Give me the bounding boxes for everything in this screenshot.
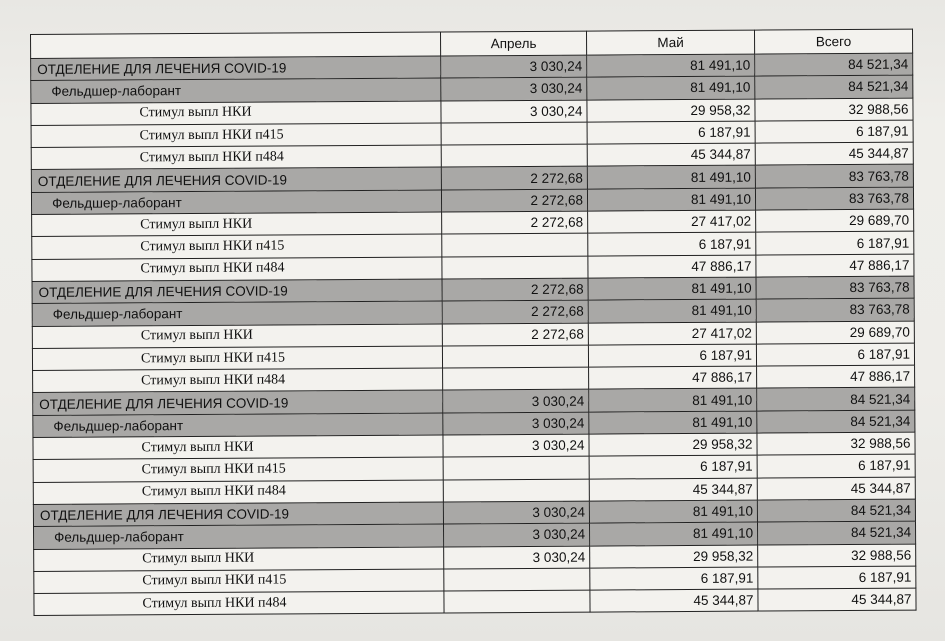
cell-name: ОТДЕЛЕНИЕ ДЛЯ ЛЕЧЕНИЯ COVID-19 — [32, 279, 442, 304]
cell-april: 2 272,68 — [442, 323, 588, 346]
cell-total: 6 187,91 — [757, 454, 915, 477]
cell-april: 3 030,24 — [444, 546, 590, 569]
cell-total: 84 521,34 — [755, 75, 913, 98]
cell-name: Стимул выпл НКИ п484 — [34, 591, 444, 616]
cell-may: 47 886,17 — [588, 255, 756, 278]
cell-april — [442, 256, 588, 279]
cell-total: 29 689,70 — [756, 209, 914, 232]
cell-may: 81 491,10 — [588, 277, 756, 300]
cell-may: 81 491,10 — [588, 299, 756, 322]
cell-may: 81 491,10 — [589, 500, 757, 523]
cell-may: 81 491,10 — [589, 389, 757, 412]
cell-april: 3 030,24 — [443, 412, 589, 435]
cell-total: 83 763,78 — [755, 165, 913, 188]
cell-april: 3 030,24 — [441, 100, 587, 123]
cell-total: 47 886,17 — [756, 254, 914, 277]
cell-total: 83 763,78 — [756, 276, 914, 299]
cell-total: 83 763,78 — [756, 298, 914, 321]
cell-april: 3 030,24 — [441, 55, 587, 78]
cell-name: Стимул выпл НКИ п415 — [32, 346, 442, 371]
cell-may: 81 491,10 — [589, 522, 757, 545]
payment-table-wrapper — [30, 29, 916, 617]
cell-april: 2 272,68 — [441, 189, 587, 212]
cell-may: 45 344,87 — [590, 589, 758, 612]
cell-may: 45 344,87 — [589, 478, 757, 501]
cell-april — [441, 144, 587, 167]
cell-name: Стимул выпл НКИ — [32, 212, 442, 237]
cell-april — [444, 590, 590, 613]
cell-april: 3 030,24 — [443, 390, 589, 413]
cell-total: 32 988,56 — [757, 432, 915, 455]
cell-total: 84 521,34 — [757, 388, 915, 411]
cell-may: 81 491,10 — [587, 54, 755, 77]
cell-april: 2 272,68 — [442, 278, 588, 301]
cell-may: 27 417,02 — [588, 322, 756, 345]
cell-name: ОТДЕЛЕНИЕ ДЛЯ ЛЕЧЕНИЯ COVID-19 — [33, 390, 443, 415]
cell-name: ОТДЕЛЕНИЕ ДЛЯ ЛЕЧЕНИЯ COVID-19 — [31, 167, 441, 192]
cell-april — [441, 122, 587, 145]
cell-april — [442, 345, 588, 368]
cell-total: 32 988,56 — [758, 544, 916, 567]
cell-may: 29 958,32 — [587, 99, 755, 122]
cell-name: Фельдшер-лаборант — [31, 190, 441, 215]
cell-name: Фельдшер-лаборант — [34, 524, 444, 549]
cell-may: 81 491,10 — [587, 166, 755, 189]
cell-may: 81 491,10 — [589, 411, 757, 434]
cell-total: 45 344,87 — [758, 588, 916, 611]
cell-name: Стимул выпл НКИ п415 — [33, 457, 443, 482]
cell-april: 2 272,68 — [442, 211, 588, 234]
cell-april — [443, 456, 589, 479]
cell-may: 6 187,91 — [588, 232, 756, 255]
cell-april: 2 272,68 — [442, 300, 588, 323]
cell-name: Стимул выпл НКИ п484 — [31, 145, 441, 170]
cell-total: 83 763,78 — [755, 187, 913, 210]
cell-may: 45 344,87 — [587, 143, 755, 166]
cell-may: 29 958,32 — [589, 433, 757, 456]
cell-may: 6 187,91 — [589, 455, 757, 478]
cell-name: Стимул выпл НКИ — [33, 435, 443, 460]
cell-name: Стимул выпл НКИ п484 — [32, 257, 442, 282]
cell-april: 3 030,24 — [443, 434, 589, 457]
cell-april: 3 030,24 — [443, 501, 589, 524]
cell-name: Фельдшер-лаборант — [31, 78, 441, 103]
cell-total: 32 988,56 — [755, 98, 913, 121]
cell-total: 29 689,70 — [756, 321, 914, 344]
cell-april — [444, 568, 590, 591]
header-april: Апрель — [440, 31, 586, 56]
cell-name: Стимул выпл НКИ п415 — [34, 569, 444, 594]
cell-name: ОТДЕЛЕНИЕ ДЛЯ ЛЕЧЕНИЯ COVID-19 — [31, 56, 441, 81]
cell-total: 84 521,34 — [757, 410, 915, 433]
header-may: Май — [586, 30, 754, 55]
cell-april: 3 030,24 — [441, 77, 587, 100]
cell-name: Стимул выпл НКИ п415 — [32, 234, 442, 259]
cell-name: Стимул выпл НКИ п484 — [33, 480, 443, 505]
cell-total: 45 344,87 — [755, 142, 913, 165]
cell-april — [443, 479, 589, 502]
table-body — [31, 53, 916, 616]
cell-april: 3 030,24 — [444, 523, 590, 546]
header-total: Всего — [754, 29, 912, 54]
cell-total: 45 344,87 — [757, 477, 915, 500]
cell-may: 6 187,91 — [587, 121, 755, 144]
cell-name: Стимул выпл НКИ — [34, 547, 444, 572]
cell-total: 6 187,91 — [756, 231, 914, 254]
cell-name: Стимул выпл НКИ — [31, 101, 441, 126]
cell-may: 81 491,10 — [587, 76, 755, 99]
cell-april — [443, 367, 589, 390]
cell-name: Фельдшер-лаборант — [32, 301, 442, 326]
cell-name: ОТДЕЛЕНИЕ ДЛЯ ЛЕЧЕНИЯ COVID-19 — [33, 502, 443, 527]
cell-april: 2 272,68 — [441, 167, 587, 190]
cell-may: 47 886,17 — [589, 366, 757, 389]
cell-total: 6 187,91 — [758, 566, 916, 589]
cell-name: Стимул выпл НКИ п415 — [31, 123, 441, 148]
cell-may: 27 417,02 — [588, 210, 756, 233]
cell-april — [442, 233, 588, 256]
cell-total: 6 187,91 — [755, 120, 913, 143]
cell-total: 6 187,91 — [756, 343, 914, 366]
cell-may: 81 491,10 — [587, 188, 755, 211]
cell-name: Стимул выпл НКИ п484 — [33, 368, 443, 393]
table-row — [34, 588, 916, 616]
cell-may: 6 187,91 — [588, 344, 756, 367]
payment-table — [30, 29, 917, 617]
cell-name: Стимул выпл НКИ — [32, 324, 442, 349]
cell-total: 47 886,17 — [757, 365, 915, 388]
cell-may: 29 958,32 — [590, 545, 758, 568]
cell-total: 84 521,34 — [757, 521, 915, 544]
header-name — [31, 32, 441, 59]
cell-name: Фельдшер-лаборант — [33, 413, 443, 438]
cell-total: 84 521,34 — [755, 53, 913, 76]
cell-total: 84 521,34 — [757, 499, 915, 522]
cell-may: 6 187,91 — [590, 567, 758, 590]
